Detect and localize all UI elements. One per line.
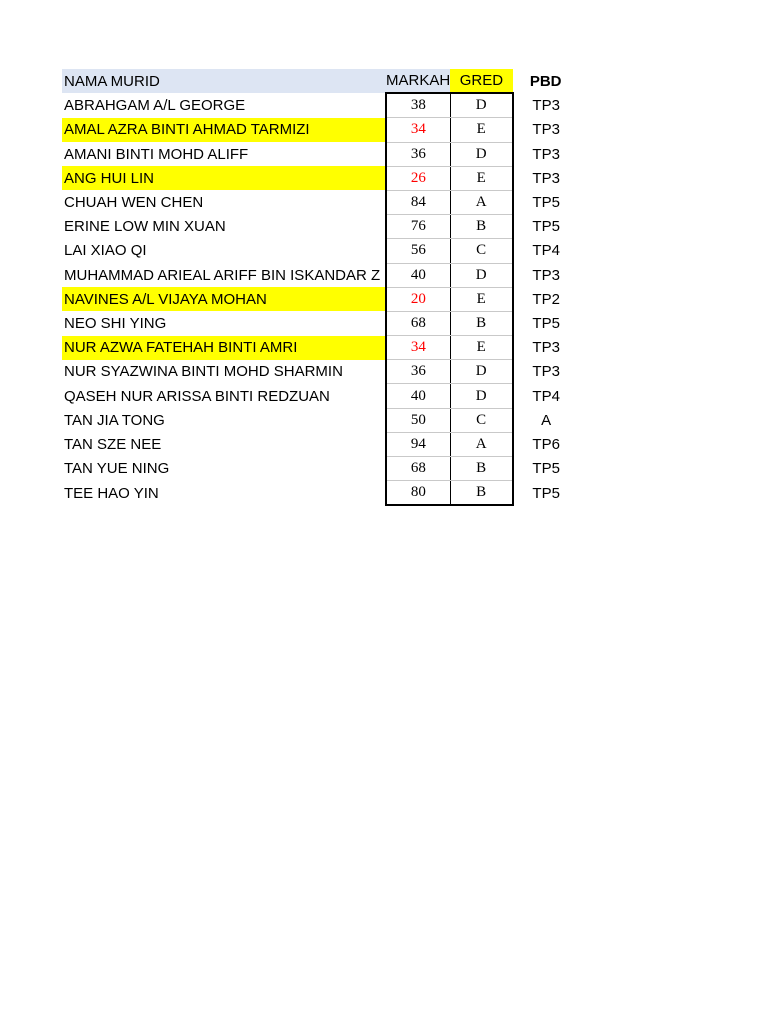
table-row (62, 360, 579, 384)
cell-markah[interactable]: 20 (386, 287, 450, 311)
cell-nama-murid[interactable]: TEE HAO YIN (64, 484, 159, 502)
cell-gred[interactable]: D (450, 263, 513, 287)
header-nama-murid[interactable]: NAMA MURID (62, 69, 386, 93)
cell-pbd[interactable]: TP3 (532, 97, 560, 115)
cell-gred[interactable]: C (450, 239, 513, 263)
cell-markah[interactable]: 34 (386, 336, 450, 360)
cell-markah[interactable]: 50 (386, 408, 450, 432)
student-grade-table (62, 69, 579, 506)
cell-nama-murid[interactable]: TAN JIA TONG (64, 411, 165, 429)
table-row (62, 215, 579, 239)
cell-nama-murid[interactable]: NUR AZWA FATEHAH BINTI AMRI (62, 336, 386, 360)
cell-pbd[interactable]: TP3 (532, 145, 560, 163)
cell-nama-murid[interactable]: AMANI BINTI MOHD ALIFF (64, 145, 249, 163)
cell-pbd[interactable]: TP3 (532, 169, 560, 187)
cell-nama-murid[interactable]: TAN YUE NING (64, 460, 170, 478)
cell-pbd[interactable]: TP3 (532, 363, 560, 381)
cell-pbd[interactable]: TP3 (532, 266, 560, 284)
cell-markah[interactable]: 68 (386, 457, 450, 481)
table-row (62, 311, 579, 335)
table-row (62, 287, 579, 311)
cell-pbd[interactable]: TP4 (532, 387, 560, 405)
cell-gred[interactable]: B (450, 457, 513, 481)
cell-pbd[interactable]: TP2 (532, 290, 560, 308)
cell-markah[interactable]: 38 (386, 93, 450, 118)
cell-gred[interactable]: B (450, 215, 513, 239)
cell-gred[interactable]: B (450, 311, 513, 335)
cell-pbd[interactable]: TP4 (532, 242, 560, 260)
cell-nama-murid[interactable]: TAN SZE NEE (64, 435, 162, 453)
table-row (62, 239, 579, 263)
cell-gred[interactable]: D (450, 142, 513, 166)
table-row (62, 263, 579, 287)
table-row (62, 481, 579, 506)
table-row (62, 336, 579, 360)
cell-markah[interactable]: 76 (386, 215, 450, 239)
cell-nama-murid[interactable]: NEO SHI YING (64, 314, 167, 332)
table-row (62, 118, 579, 142)
cell-markah[interactable]: 40 (386, 384, 450, 408)
cell-nama-murid[interactable]: ANG HUI LIN (62, 166, 386, 190)
table-row (62, 93, 579, 118)
table-row (62, 190, 579, 214)
cell-nama-murid[interactable]: ABRAHGAM A/L GEORGE (64, 97, 246, 115)
header-row (62, 69, 579, 93)
cell-pbd[interactable]: TP5 (532, 484, 560, 502)
cell-pbd[interactable]: TP6 (532, 435, 560, 453)
cell-nama-murid[interactable]: QASEH NUR ARISSA BINTI REDZUAN (64, 387, 330, 405)
cell-pbd[interactable]: TP5 (532, 194, 560, 212)
table-row (62, 457, 579, 481)
cell-nama-murid[interactable]: NUR SYAZWINA BINTI MOHD SHARMIN (64, 363, 343, 381)
cell-markah[interactable]: 84 (386, 190, 450, 214)
cell-gred[interactable]: E (450, 166, 513, 190)
cell-markah[interactable]: 68 (386, 311, 450, 335)
cell-pbd[interactable]: A (541, 411, 552, 429)
cell-nama-murid[interactable]: CHUAH WEN CHEN (64, 194, 204, 212)
cell-pbd[interactable]: TP5 (532, 218, 560, 236)
cell-markah[interactable]: 94 (386, 432, 450, 456)
cell-pbd[interactable]: TP5 (532, 460, 560, 478)
cell-markah[interactable]: 34 (386, 118, 450, 142)
cell-nama-murid[interactable]: AMAL AZRA BINTI AHMAD TARMIZI (62, 118, 386, 142)
cell-gred[interactable]: D (450, 93, 513, 118)
cell-gred[interactable]: A (450, 190, 513, 214)
cell-gred[interactable]: E (450, 118, 513, 142)
cell-pbd[interactable]: TP3 (532, 121, 560, 139)
cell-markah[interactable]: 40 (386, 263, 450, 287)
cell-gred[interactable]: A (450, 432, 513, 456)
cell-nama-murid[interactable]: LAI XIAO QI (64, 242, 147, 260)
cell-pbd[interactable]: TP3 (532, 339, 560, 357)
table-body (62, 69, 579, 505)
cell-gred[interactable]: E (450, 336, 513, 360)
cell-markah[interactable]: 36 (386, 142, 450, 166)
cell-gred[interactable]: D (450, 360, 513, 384)
cell-markah[interactable]: 26 (386, 166, 450, 190)
cell-gred[interactable]: D (450, 384, 513, 408)
table-row (62, 432, 579, 456)
table-row (62, 142, 579, 166)
table-row (62, 384, 579, 408)
cell-nama-murid[interactable]: NAVINES A/L VIJAYA MOHAN (62, 287, 386, 311)
cell-nama-murid[interactable]: MUHAMMAD ARIEAL ARIFF BIN ISKANDAR Z (64, 266, 381, 284)
table-row (62, 408, 579, 432)
table-row (62, 166, 579, 190)
header-gred[interactable]: GRED (450, 69, 513, 93)
cell-gred[interactable]: C (450, 408, 513, 432)
cell-markah[interactable]: 80 (386, 481, 450, 506)
cell-gred[interactable]: B (450, 481, 513, 506)
cell-pbd[interactable]: TP5 (532, 314, 560, 332)
cell-markah[interactable]: 36 (386, 360, 450, 384)
header-markah[interactable]: MARKAH (386, 69, 450, 93)
cell-markah[interactable]: 56 (386, 239, 450, 263)
cell-gred[interactable]: E (450, 287, 513, 311)
cell-nama-murid[interactable]: ERINE LOW MIN XUAN (64, 218, 226, 236)
header-pbd[interactable]: PBD (529, 72, 562, 90)
